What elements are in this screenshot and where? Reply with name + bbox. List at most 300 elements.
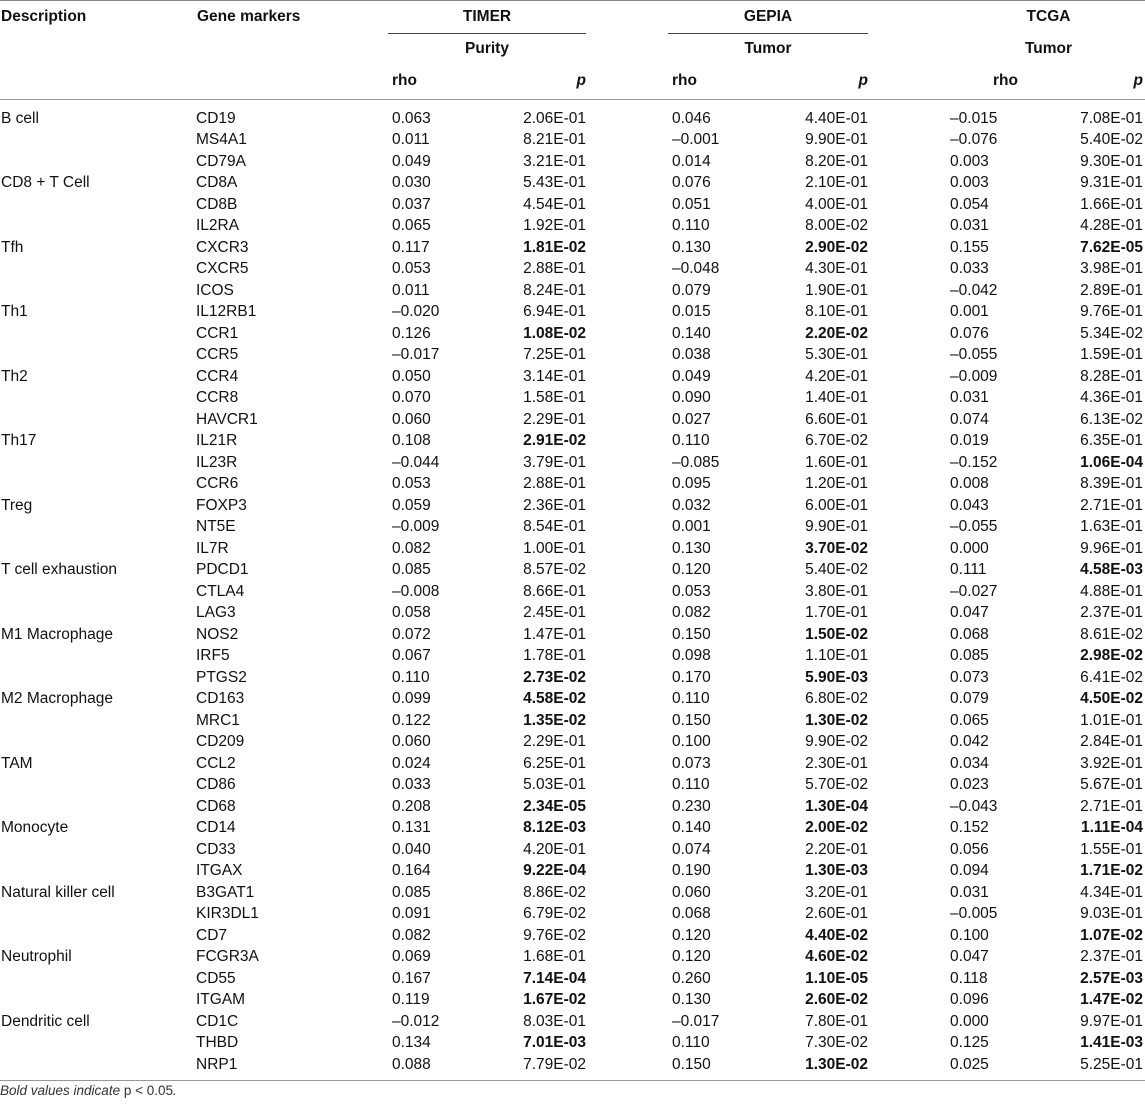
gepia-p: 2.30E-01 xyxy=(805,754,869,772)
tcga-rho: –0.027 xyxy=(950,582,998,600)
header-sub-gepia: Tumor xyxy=(744,39,792,57)
gepia-rho: –0.048 xyxy=(672,260,720,278)
gepia-p: 6.70E-02 xyxy=(805,432,869,450)
header-p-timer: p xyxy=(576,72,586,89)
header-p-tcga: p xyxy=(1133,72,1144,89)
table-row xyxy=(0,904,1145,926)
row-gene: CD19 xyxy=(196,109,236,127)
table-row xyxy=(0,947,1145,969)
spacer xyxy=(586,882,668,904)
row-description xyxy=(0,968,196,990)
table-row xyxy=(0,796,1145,818)
row-description: Th17 xyxy=(1,432,37,450)
tcga-rho: 0.100 xyxy=(950,926,989,944)
tcga-cell xyxy=(868,560,1145,582)
table-row xyxy=(0,581,1145,603)
row-description: Th2 xyxy=(1,367,28,385)
tcga-rho: –0.015 xyxy=(950,109,998,127)
row-gene: IL7R xyxy=(196,539,229,557)
tcga-cell xyxy=(868,689,1145,711)
row-gene: MRC1 xyxy=(196,711,240,729)
row-description xyxy=(0,925,196,947)
tcga-rho: 0.152 xyxy=(950,819,989,837)
row-description: T cell exhaustion xyxy=(1,561,118,579)
table-row xyxy=(0,753,1145,775)
timer-rho: 0.060 xyxy=(392,733,431,751)
spacer xyxy=(586,710,668,732)
tcga-cell xyxy=(868,1054,1145,1080)
table-row xyxy=(0,194,1145,216)
spacer xyxy=(586,861,668,883)
spacer xyxy=(586,689,668,711)
tcga-cell xyxy=(868,280,1145,302)
tcga-rho: 0.076 xyxy=(950,324,989,342)
table-row xyxy=(0,323,1145,345)
spacer xyxy=(586,345,668,367)
row-gene: HAVCR1 xyxy=(196,410,258,428)
timer-p: 7.01E-03 xyxy=(523,1034,586,1052)
gepia-p: 4.40E-02 xyxy=(805,926,869,944)
tcga-cell xyxy=(868,925,1145,947)
timer-p: 8.12E-03 xyxy=(523,819,586,837)
timer-rho: 0.164 xyxy=(392,862,431,880)
table-row xyxy=(0,100,1145,130)
timer-p: 8.86E-02 xyxy=(523,883,586,901)
timer-p: 1.35E-02 xyxy=(523,711,586,729)
gepia-p: 1.90E-01 xyxy=(805,281,869,299)
timer-p: 1.78E-01 xyxy=(523,647,586,665)
table-row xyxy=(0,538,1145,560)
tcga-rho: 0.031 xyxy=(950,389,989,407)
tcga-rho: –0.005 xyxy=(950,905,998,923)
tcga-cell xyxy=(868,753,1145,775)
spacer xyxy=(586,495,668,517)
gepia-p: 3.70E-02 xyxy=(805,539,869,557)
tcga-rho: 0.031 xyxy=(950,883,989,901)
gepia-rho: 0.170 xyxy=(672,668,711,686)
spacer xyxy=(586,302,668,324)
timer-p: 6.94E-01 xyxy=(523,303,586,321)
timer-rho: –0.012 xyxy=(392,1012,440,1030)
gepia-rho: 0.095 xyxy=(672,475,711,493)
gepia-p: 1.20E-01 xyxy=(805,475,869,493)
footnote xyxy=(0,1083,177,1098)
timer-p: 7.25E-01 xyxy=(523,346,586,364)
gepia-rho: 0.120 xyxy=(672,948,711,966)
spacer xyxy=(586,452,668,474)
tcga-rho: 0.118 xyxy=(950,969,988,987)
gepia-rho: 0.120 xyxy=(672,561,711,579)
row-gene: CTLA4 xyxy=(196,582,245,600)
gepia-rho: –0.017 xyxy=(672,1012,720,1030)
tcga-p: 7.62E-05 xyxy=(1080,238,1144,256)
tcga-rho: 0.085 xyxy=(950,647,989,665)
gepia-p: 4.00E-01 xyxy=(805,195,869,213)
timer-rho: 0.053 xyxy=(392,260,431,278)
tcga-p: 1.11E-04 xyxy=(1080,819,1144,837)
tcga-cell xyxy=(868,732,1145,754)
tcga-rho: –0.152 xyxy=(950,453,998,471)
timer-rho: 0.024 xyxy=(392,754,431,772)
tcga-rho: –0.042 xyxy=(950,281,998,299)
timer-p: 5.43E-01 xyxy=(523,174,586,192)
gepia-rho: 0.190 xyxy=(672,862,711,880)
spacer xyxy=(586,194,668,216)
tcga-p: 5.67E-01 xyxy=(1080,776,1144,794)
table-row xyxy=(0,1054,1145,1080)
gepia-p: 1.10E-05 xyxy=(805,969,869,987)
gepia-rho: 0.130 xyxy=(672,539,711,557)
timer-p: 2.45E-01 xyxy=(523,604,586,622)
timer-rho: 0.119 xyxy=(392,991,430,1009)
table-row xyxy=(0,990,1145,1012)
timer-p: 1.81E-02 xyxy=(523,238,586,256)
tcga-cell xyxy=(868,796,1145,818)
timer-rho: 0.208 xyxy=(392,797,431,815)
tcga-p: 1.59E-01 xyxy=(1080,346,1144,364)
gepia-p: 2.60E-02 xyxy=(805,991,869,1009)
tcga-cell xyxy=(868,173,1145,195)
tcga-rho: 0.068 xyxy=(950,625,989,643)
table-row xyxy=(0,925,1145,947)
gepia-p: 4.60E-02 xyxy=(805,948,869,966)
row-gene: CD209 xyxy=(196,733,245,751)
row-description xyxy=(0,194,196,216)
row-description xyxy=(0,151,196,173)
tcga-rho: 0.056 xyxy=(950,840,989,858)
timer-p: 2.36E-01 xyxy=(523,496,586,514)
tcga-cell xyxy=(868,968,1145,990)
tcga-p: 1.55E-01 xyxy=(1080,840,1144,858)
tcga-cell xyxy=(868,667,1145,689)
tcga-rho: 0.074 xyxy=(950,410,989,428)
row-gene: IL2RA xyxy=(196,217,240,235)
gepia-rho: 0.049 xyxy=(672,367,711,385)
spacer xyxy=(586,216,668,238)
tcga-p: 4.28E-01 xyxy=(1080,217,1144,235)
tcga-cell xyxy=(868,474,1145,496)
tcga-p: 2.71E-01 xyxy=(1080,496,1144,514)
gepia-p: 6.60E-01 xyxy=(805,410,869,428)
row-gene: NOS2 xyxy=(196,625,239,643)
row-description xyxy=(0,710,196,732)
tcga-p: 4.36E-01 xyxy=(1080,389,1144,407)
tcga-cell xyxy=(868,710,1145,732)
timer-rho: 0.030 xyxy=(392,174,431,192)
tcga-p: 4.88E-01 xyxy=(1080,582,1144,600)
table-row xyxy=(0,452,1145,474)
spacer xyxy=(586,603,668,625)
row-gene: CCR4 xyxy=(196,367,239,385)
row-gene: CD163 xyxy=(196,690,245,708)
spacer xyxy=(586,151,668,173)
table-header xyxy=(0,0,1145,100)
row-gene: THBD xyxy=(196,1034,239,1052)
table-row xyxy=(0,495,1145,517)
gepia-p: 9.90E-01 xyxy=(805,518,869,536)
spacer xyxy=(586,259,668,281)
table-row xyxy=(0,280,1145,302)
tcga-cell xyxy=(868,151,1145,173)
tcga-rho: 0.073 xyxy=(950,668,989,686)
timer-rho: 0.117 xyxy=(392,238,430,256)
timer-p: 2.06E-01 xyxy=(523,109,586,127)
gepia-rho: 0.110 xyxy=(672,432,710,450)
row-gene: CD8B xyxy=(196,195,238,213)
timer-p: 2.29E-01 xyxy=(523,733,586,751)
timer-rho: 0.011 xyxy=(392,131,430,149)
timer-rho: 0.065 xyxy=(392,217,431,235)
tcga-p: 3.92E-01 xyxy=(1080,754,1144,772)
tcga-rho: 0.096 xyxy=(950,991,989,1009)
gepia-p: 4.20E-01 xyxy=(805,367,869,385)
gepia-rho: 0.150 xyxy=(668,1054,788,1080)
gepia-rho: 0.074 xyxy=(672,840,711,858)
spacer xyxy=(586,1033,668,1055)
gepia-p: 1.40E-01 xyxy=(805,389,869,407)
header-group-tcga-label: TCGA xyxy=(1026,8,1071,25)
row-gene: CCR8 xyxy=(196,389,239,407)
gepia-p: 4.40E-01 xyxy=(805,109,869,127)
timer-rho: 0.126 xyxy=(392,324,431,342)
timer-rho: 0.085 xyxy=(392,883,431,901)
timer-rho: 0.069 xyxy=(392,948,431,966)
tcga-rho: 0.079 xyxy=(950,690,989,708)
row-gene: CD1C xyxy=(196,1012,239,1030)
gepia-rho: 0.110 xyxy=(672,1034,710,1052)
table-row xyxy=(0,603,1145,625)
timer-rho: –0.008 xyxy=(392,582,440,600)
row-description xyxy=(0,517,196,539)
table-row xyxy=(0,710,1145,732)
spacer xyxy=(586,431,668,453)
tcga-p: 5.25E-01 xyxy=(1080,1055,1144,1073)
timer-p: 9.76E-02 xyxy=(523,926,586,944)
tcga-rho: 0.054 xyxy=(950,195,989,213)
gepia-rho: 0.130 xyxy=(672,991,711,1009)
tcga-rho: 0.047 xyxy=(950,604,989,622)
timer-p: 8.57E-02 xyxy=(523,561,586,579)
timer-rho: 0.049 xyxy=(392,152,431,170)
tcga-cell xyxy=(868,388,1145,410)
tcga-rho: 0.125 xyxy=(950,1034,989,1052)
spacer xyxy=(586,100,668,130)
table-row xyxy=(0,646,1145,668)
gepia-rho: 0.082 xyxy=(672,604,711,622)
row-gene: CCL2 xyxy=(196,754,236,772)
timer-p: 6.79E-02 xyxy=(523,905,586,923)
tcga-cell xyxy=(868,345,1145,367)
table-row xyxy=(0,366,1145,388)
gepia-rho: 0.068 xyxy=(672,905,711,923)
timer-p: 2.29E-01 xyxy=(523,410,586,428)
tcga-p: 1.01E-01 xyxy=(1080,711,1144,729)
timer-p: 8.54E-01 xyxy=(523,518,586,536)
row-description xyxy=(0,474,196,496)
tcga-cell xyxy=(868,861,1145,883)
timer-p: 8.21E-01 xyxy=(523,131,586,149)
tcga-p: 4.50E-02 xyxy=(1080,690,1144,708)
table-row xyxy=(0,388,1145,410)
gepia-rho: 0.098 xyxy=(672,647,711,665)
header-group-timer: TIMER xyxy=(388,0,586,34)
tcga-cell xyxy=(868,624,1145,646)
footnote-condition: p < 0.05 xyxy=(123,1083,173,1098)
timer-rho: 0.082 xyxy=(392,926,431,944)
timer-p: 8.66E-01 xyxy=(523,582,586,600)
gepia-rho: 0.110 xyxy=(672,690,710,708)
row-gene: CCR5 xyxy=(196,346,239,364)
gepia-p: 1.30E-03 xyxy=(805,862,869,880)
tcga-p: 1.71E-02 xyxy=(1080,862,1144,880)
gepia-rho: 0.260 xyxy=(672,969,711,987)
gepia-p: 9.90E-01 xyxy=(805,131,869,149)
row-description xyxy=(0,452,196,474)
gepia-rho: 0.100 xyxy=(672,733,711,751)
tcga-p: 9.76E-01 xyxy=(1080,303,1144,321)
row-description: Tfh xyxy=(1,238,24,256)
gepia-rho: 0.140 xyxy=(672,819,711,837)
timer-rho: 0.053 xyxy=(392,475,431,493)
gepia-rho: 0.051 xyxy=(672,195,711,213)
table-row xyxy=(0,173,1145,195)
row-gene: CD86 xyxy=(196,776,236,794)
row-description xyxy=(0,732,196,754)
row-description: M1 Macrophage xyxy=(1,625,114,643)
row-gene: CXCR5 xyxy=(196,260,249,278)
table-row xyxy=(0,624,1145,646)
spacer xyxy=(586,839,668,861)
tcga-p: 1.07E-02 xyxy=(1080,926,1144,944)
tcga-cell xyxy=(868,517,1145,539)
tcga-rho: 0.000 xyxy=(950,1012,989,1030)
tcga-p: 9.31E-01 xyxy=(1080,174,1144,192)
table-row xyxy=(0,667,1145,689)
header-sub-tcga: Tumor xyxy=(1024,39,1073,57)
gepia-p: 1.30E-02 xyxy=(805,711,869,729)
tcga-rho: 0.001 xyxy=(950,303,989,321)
row-description xyxy=(0,345,196,367)
table-row xyxy=(0,1011,1145,1033)
timer-rho: 0.011 xyxy=(392,281,430,299)
tcga-p: 2.84E-01 xyxy=(1080,733,1144,751)
spacer xyxy=(586,775,668,797)
timer-p: 2.73E-02 xyxy=(523,668,586,686)
tcga-p: 2.37E-01 xyxy=(1080,948,1144,966)
tcga-rho: 0.025 xyxy=(950,1055,989,1073)
spacer xyxy=(586,538,668,560)
tcga-rho: 0.023 xyxy=(950,776,989,794)
gepia-rho: 0.130 xyxy=(672,238,711,256)
timer-p: 2.34E-05 xyxy=(523,797,586,815)
table-row xyxy=(0,1033,1145,1055)
tcga-cell xyxy=(868,818,1145,840)
header-gene-markers: Gene markers xyxy=(197,8,301,25)
row-description xyxy=(0,839,196,861)
table-row xyxy=(0,409,1145,431)
tcga-rho: 0.094 xyxy=(950,862,989,880)
timer-p: 9.22E-04 xyxy=(523,862,586,880)
timer-rho: 0.082 xyxy=(392,539,431,557)
tcga-cell xyxy=(868,302,1145,324)
header-rho-gepia: rho xyxy=(672,72,697,89)
tcga-cell xyxy=(868,581,1145,603)
spacer xyxy=(586,667,668,689)
tcga-cell xyxy=(868,431,1145,453)
row-gene: LAG3 xyxy=(196,604,236,622)
row-description: B cell xyxy=(1,109,39,127)
row-gene: FOXP3 xyxy=(196,496,247,514)
timer-rho: 0.058 xyxy=(392,604,431,622)
row-description xyxy=(0,581,196,603)
gepia-p: 2.90E-02 xyxy=(805,238,869,256)
table-row xyxy=(0,861,1145,883)
timer-rho: 0.088 xyxy=(388,1054,508,1080)
gepia-rho: 0.053 xyxy=(672,582,711,600)
tcga-p: 3.98E-01 xyxy=(1080,260,1144,278)
tcga-p: 2.71E-01 xyxy=(1080,797,1144,815)
tcga-rho: 0.043 xyxy=(950,496,989,514)
tcga-p: 9.30E-01 xyxy=(1080,152,1144,170)
tcga-p: 4.58E-03 xyxy=(1080,561,1144,579)
gepia-rho: 0.140 xyxy=(672,324,711,342)
table-body xyxy=(0,100,1145,1081)
header-group-tcga xyxy=(868,0,1145,34)
tcga-cell xyxy=(868,495,1145,517)
timer-rho: –0.009 xyxy=(392,518,440,536)
tcga-cell xyxy=(868,839,1145,861)
row-gene: ITGAM xyxy=(196,991,246,1009)
gepia-rho: 0.150 xyxy=(672,711,711,729)
tcga-p: 1.06E-04 xyxy=(1080,453,1144,471)
table-row xyxy=(0,968,1145,990)
tcga-cell xyxy=(868,130,1145,152)
row-gene: FCGR3A xyxy=(196,948,259,966)
tcga-p: 9.03E-01 xyxy=(1080,905,1144,923)
tcga-p: 7.08E-01 xyxy=(1080,109,1144,127)
tcga-cell xyxy=(868,1011,1145,1033)
gepia-rho: –0.085 xyxy=(672,453,720,471)
spacer xyxy=(586,474,668,496)
tcga-cell xyxy=(868,194,1145,216)
tcga-p: 9.96E-01 xyxy=(1080,539,1144,557)
timer-p: 1.67E-02 xyxy=(523,991,586,1009)
tcga-p: 5.34E-02 xyxy=(1080,324,1144,342)
header-rho-tcga: rho xyxy=(993,72,1018,89)
timer-p: 4.58E-02 xyxy=(523,690,586,708)
gepia-p: 7.80E-01 xyxy=(805,1012,869,1030)
gepia-rho: 0.150 xyxy=(672,625,711,643)
timer-rho: 0.070 xyxy=(392,389,431,407)
tcga-rho: 0.042 xyxy=(950,733,989,751)
spacer xyxy=(586,1011,668,1033)
row-gene: CD7 xyxy=(196,926,228,944)
table-row xyxy=(0,560,1145,582)
row-description xyxy=(0,667,196,689)
tcga-cell xyxy=(868,947,1145,969)
header-sub-tcga-cell xyxy=(868,34,1145,63)
row-gene: CD8A xyxy=(196,174,238,192)
spacer xyxy=(586,130,668,152)
timer-rho: 0.063 xyxy=(392,109,431,127)
tcga-rho: 0.000 xyxy=(950,539,989,557)
spacer xyxy=(586,323,668,345)
spacer xyxy=(586,753,668,775)
row-description xyxy=(0,904,196,926)
row-gene: IRF5 xyxy=(196,647,230,665)
spacer xyxy=(586,990,668,1012)
gepia-p: 9.90E-02 xyxy=(805,733,869,751)
